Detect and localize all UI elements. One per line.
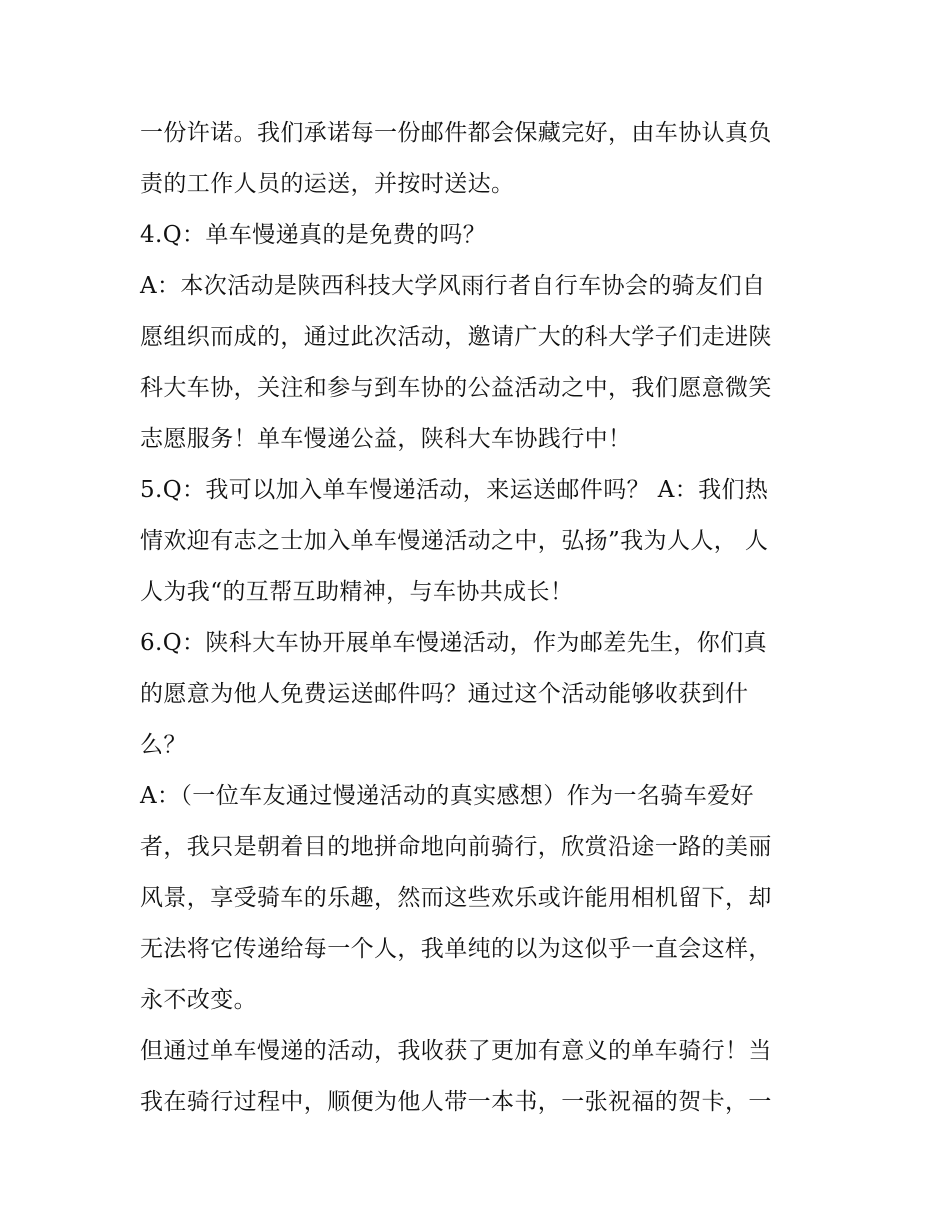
- text-line: 责的工作人员的运送，并按时送达。: [140, 171, 515, 197]
- text-line: 么？: [140, 732, 187, 758]
- document-body: [140, 108, 820, 1128]
- faq-question-5: 5.Q：我可以加入单车慢递活动，来运送邮件吗？ A：我们热: [140, 477, 769, 503]
- faq-answer-6: A：（一位车友通过慢递活动的真实感想）作为一名骑车爱好: [140, 783, 754, 809]
- faq-question-6: 6.Q：陕科大车协开展单车慢递活动，作为邮差先生，你们真: [140, 630, 768, 656]
- text-line: 风景，享受骑车的乐趣，然而这些欢乐或许能用相机留下，却: [140, 885, 772, 911]
- text-line: 我在骑行过程中，顺便为他人带一本书，一张祝福的贺卡，一: [140, 1089, 772, 1115]
- faq-answer-4: A：本次活动是陕西科技大学风雨行者自行车协会的骑友们自: [140, 273, 766, 299]
- text-line: 无法将它传递给每一个人，我单纯的以为这似乎一直会这样，: [140, 936, 772, 962]
- text-line: 人为我“的互帮互助精神，与车协共成长！: [140, 579, 574, 605]
- text-line: 永不改变。: [140, 987, 257, 1013]
- text-line: 一份许诺。我们承诺每一份邮件都会保藏完好，由车协认真负: [140, 120, 772, 146]
- text-line: 志愿服务！单车慢递公益，陕科大车协践行中！: [140, 426, 632, 452]
- faq-question-4: 4.Q：单车慢递真的是免费的吗？: [140, 222, 487, 248]
- text-line: 情欢迎有志之士加入单车慢递活动之中，弘扬”我为人人， 人: [140, 528, 769, 554]
- text-line: 愿组织而成的，通过此次活动，邀请广大的科大学子们走进陕: [140, 324, 772, 350]
- text-line: 但通过单车慢递的活动，我收获了更加有意义的单车骑行！当: [140, 1038, 772, 1064]
- text-line: 科大车协，关注和参与到车协的公益活动之中，我们愿意微笑: [140, 375, 772, 401]
- text-line: 的愿意为他人免费运送邮件吗？通过这个活动能够收获到什: [140, 681, 749, 707]
- text-line: 者，我只是朝着目的地拼命地向前骑行，欣赏沿途一路的美丽: [140, 834, 772, 860]
